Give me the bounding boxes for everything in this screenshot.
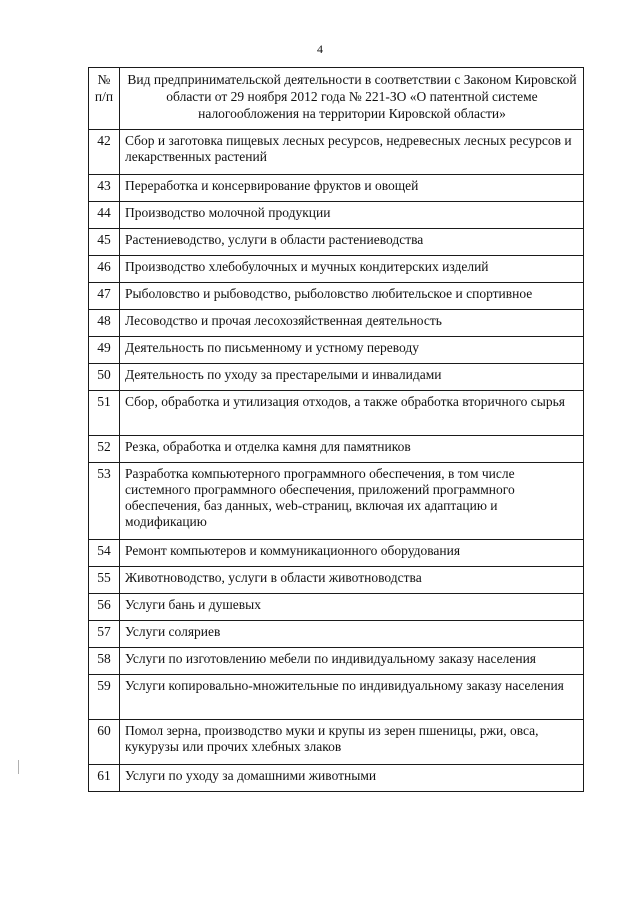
row-number: 44 — [89, 202, 120, 229]
row-activity: Производство молочной продукции — [120, 202, 584, 229]
row-activity: Ремонт компьютеров и коммуникационного оборудования — [120, 540, 584, 567]
row-number: 60 — [89, 720, 120, 765]
table-row — [89, 436, 584, 463]
row-activity: Услуги по уходу за домашними животными — [120, 765, 584, 792]
table-row — [89, 621, 584, 648]
table-header-row — [89, 68, 584, 130]
header-number-cell: № п/п — [89, 68, 120, 130]
table-row — [89, 130, 584, 175]
row-activity: Производство хлебобулочных и мучных кондитерских изделий — [120, 256, 584, 283]
row-number: 45 — [89, 229, 120, 256]
row-number: 50 — [89, 364, 120, 391]
table-row — [89, 567, 584, 594]
table-row — [89, 256, 584, 283]
row-activity: Лесоводство и прочая лесохозяйственная деятельность — [120, 310, 584, 337]
row-activity: Услуги копировально-множительные по индивидуальному заказу населения — [120, 675, 584, 720]
activity-table — [88, 67, 584, 792]
row-number: 61 — [89, 765, 120, 792]
scan-mark — [18, 760, 19, 774]
table-row — [89, 540, 584, 567]
row-number: 56 — [89, 594, 120, 621]
page-number: 4 — [317, 42, 323, 56]
row-number: 42 — [89, 130, 120, 175]
row-number: 54 — [89, 540, 120, 567]
table-row — [89, 364, 584, 391]
row-activity: Услуги по изготовлению мебели по индивидуальному заказу населения — [120, 648, 584, 675]
row-activity: Переработка и консервирование фруктов и овощей — [120, 175, 584, 202]
row-number: 49 — [89, 337, 120, 364]
table-row — [89, 463, 584, 540]
row-number: 55 — [89, 567, 120, 594]
row-activity: Деятельность по уходу за престарелыми и инвалидами — [120, 364, 584, 391]
row-activity: Животноводство, услуги в области животноводства — [120, 567, 584, 594]
table-row — [89, 337, 584, 364]
row-activity: Сбор, обработка и утилизация отходов, а также обработка вторичного сырья — [120, 391, 584, 436]
row-number: 46 — [89, 256, 120, 283]
table-row — [89, 675, 584, 720]
row-number: 48 — [89, 310, 120, 337]
row-number: 58 — [89, 648, 120, 675]
table-row — [89, 594, 584, 621]
row-number: 52 — [89, 436, 120, 463]
row-activity: Растениеводство, услуги в области растениеводства — [120, 229, 584, 256]
row-activity: Услуги бань и душевых — [120, 594, 584, 621]
table-row — [89, 175, 584, 202]
table-row — [89, 765, 584, 792]
row-activity: Резка, обработка и отделка камня для памятников — [120, 436, 584, 463]
row-activity: Помол зерна, производство муки и крупы из зерен пшеницы, ржи, овса, кукурузы или прочих хлебных злаков — [120, 720, 584, 765]
table-row — [89, 720, 584, 765]
row-number: 51 — [89, 391, 120, 436]
table-row — [89, 648, 584, 675]
table-row — [89, 283, 584, 310]
row-number: 59 — [89, 675, 120, 720]
row-number: 43 — [89, 175, 120, 202]
table-row — [89, 391, 584, 436]
row-number: 53 — [89, 463, 120, 540]
row-activity: Рыболовство и рыбоводство, рыболовство любительское и спортивное — [120, 283, 584, 310]
header-activity-cell: Вид предпринимательской деятельности в соответствии с Законом Кировской области от 29 ноября 2012 года № 221-ЗО «О патентной системе налогообложения на территории Кировской области» — [120, 68, 584, 130]
table-row — [89, 310, 584, 337]
row-number: 57 — [89, 621, 120, 648]
row-activity: Деятельность по письменному и устному переводу — [120, 337, 584, 364]
row-number: 47 — [89, 283, 120, 310]
row-activity: Сбор и заготовка пищевых лесных ресурсов, недревесных лесных ресурсов и лекарственных растений — [120, 130, 584, 175]
row-activity: Услуги соляриев — [120, 621, 584, 648]
table-row — [89, 229, 584, 256]
row-activity: Разработка компьютерного программного обеспечения, в том числе системного программного обеспечения, приложений программного обеспечения, баз данных, web-страниц, включая их адаптацию и модификацию — [120, 463, 584, 540]
table-row — [89, 202, 584, 229]
